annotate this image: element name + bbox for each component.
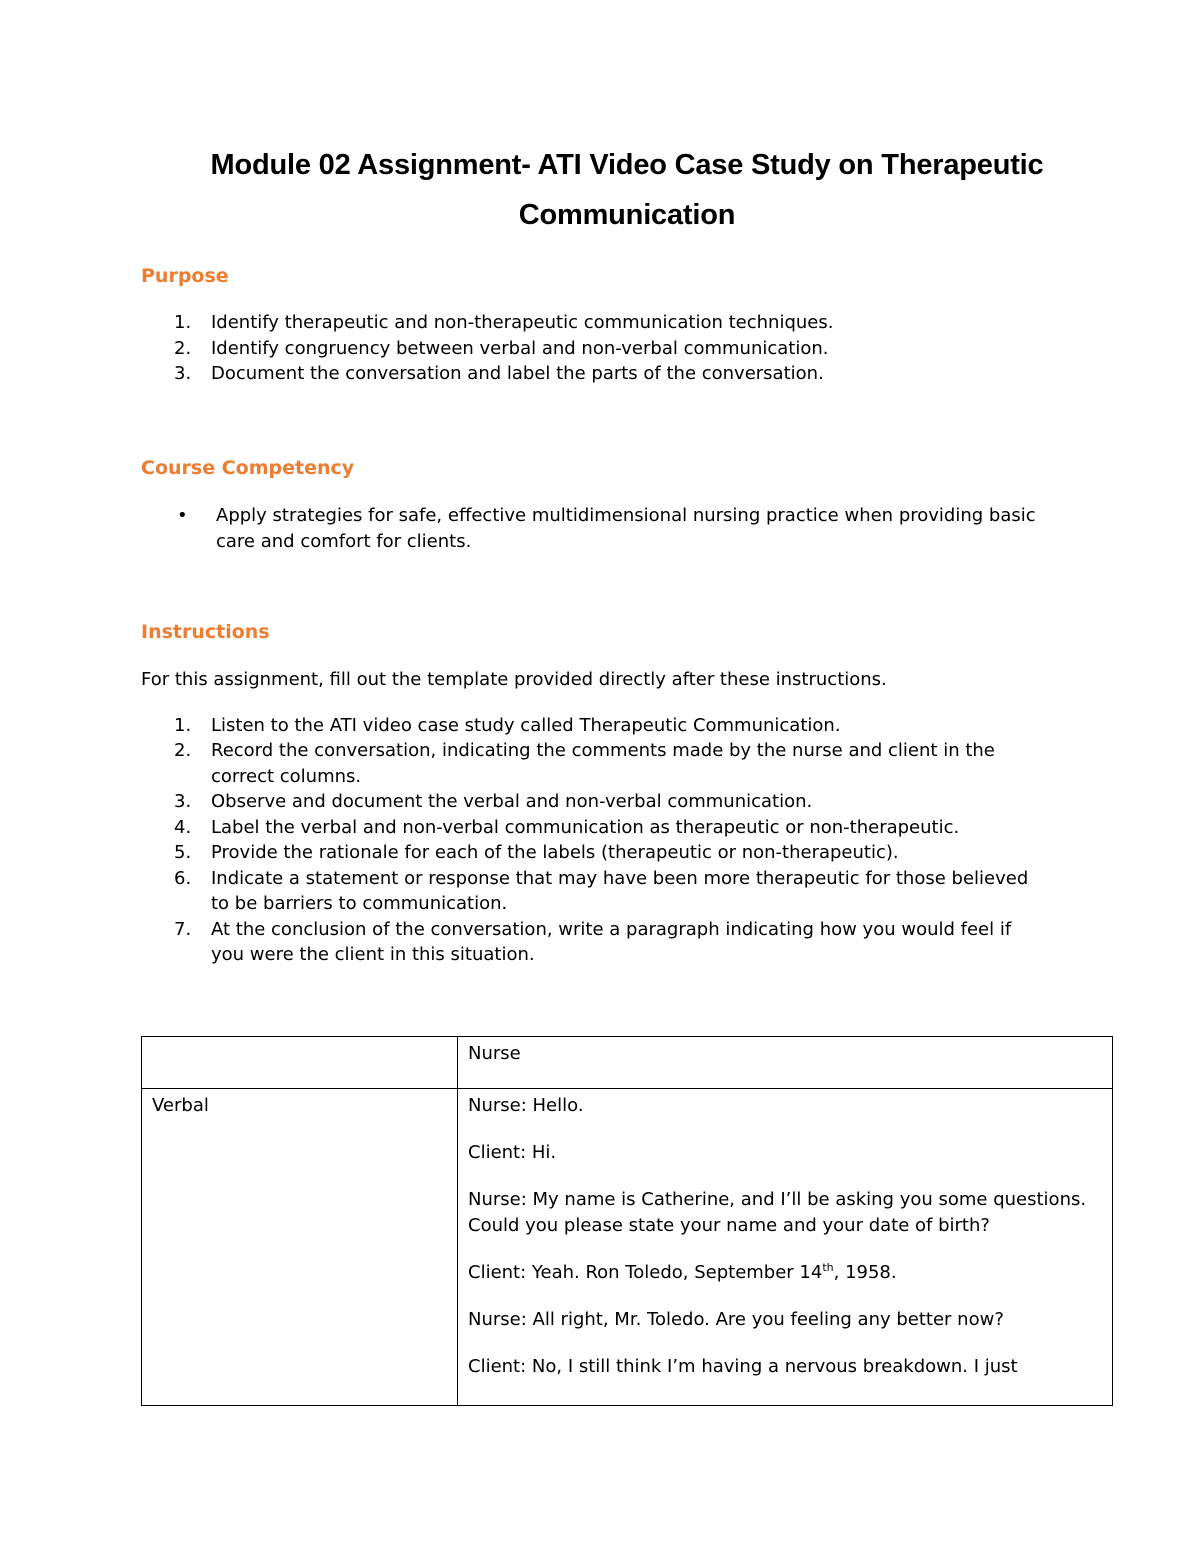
case-study-table — [141, 1036, 1113, 1406]
list-item: 5. Provide the rationale for each of the labels (therapeutic or non-therapeutic). — [174, 842, 899, 863]
dialogue-cell[interactable] — [458, 1089, 1113, 1406]
list-item: • Apply strategies for safe, effective multidimensional nursing practice when providing basic care and comfort for clients. — [141, 503, 1113, 555]
dialogue-line: Client: Yeah. Ron Toledo, September 14th, 1958. — [468, 1261, 897, 1283]
purpose-list — [141, 310, 1113, 387]
title-line-2: Communication — [518, 199, 736, 231]
list-item: 6. Indicate a statement or response that may have been more therapeutic for those believed to be barriers to communication. — [174, 867, 1029, 914]
list-item: 1. Identify therapeutic and non-therapeutic communication techniques. — [174, 312, 834, 333]
row-label-verbal[interactable]: Verbal — [142, 1089, 458, 1406]
list-item: 2. Identify congruency between verbal and non-verbal communication. — [174, 337, 829, 359]
dialogue-line: Nurse: All right, Mr. Toledo. Are you feeling any better now? — [468, 1309, 1004, 1330]
dialogue-line: Nurse: Hello. — [468, 1095, 584, 1116]
title-line-1: Module 02 Assignment- ATI Video Case Study on Therapeutic — [210, 149, 1044, 181]
competency-list — [141, 503, 1113, 555]
bullet-icon: • — [177, 504, 188, 526]
instructions-heading: Instructions — [141, 620, 270, 643]
list-item: 3. Observe and document the verbal and non-verbal communication. — [174, 791, 813, 812]
instructions-intro: For this assignment, fill out the template provided directly after these instructions. — [141, 668, 887, 690]
table-header-empty[interactable] — [142, 1037, 458, 1089]
list-item: 4. Label the verbal and non-verbal communication as therapeutic or non-therapeutic. — [174, 816, 960, 838]
list-item: 3. Document the conversation and label the parts of the conversation. — [174, 363, 824, 384]
dialogue-line: Client: No, I still think I’m having a nervous breakdown. I just — [468, 1356, 1018, 1377]
dialogue-content — [468, 1093, 1102, 1401]
purpose-heading: Purpose — [141, 265, 229, 287]
table-header-nurse[interactable]: Nurse — [458, 1037, 1113, 1089]
list-item: 7. At the conclusion of the conversation, write a paragraph indicating how you would feel if you were the client in this situation. — [174, 918, 1012, 965]
instructions-list — [141, 713, 1113, 968]
list-item: 2. Record the conversation, indicating the comments made by the nurse and client in the correct columns. — [174, 740, 995, 787]
list-item: 1. Listen to the ATI video case study called Therapeutic Communication. — [174, 714, 841, 736]
document-title — [141, 140, 1113, 240]
table-row — [142, 1037, 1113, 1089]
document-page — [141, 140, 1113, 968]
competency-heading: Course Competency — [141, 456, 355, 479]
table-row — [142, 1089, 1113, 1406]
dialogue-line: Client: Hi. — [468, 1142, 557, 1163]
dialogue-line: Nurse: My name is Catherine, and I’ll be asking you some questions. Could you please state your name and your date of birth? — [468, 1189, 1087, 1236]
